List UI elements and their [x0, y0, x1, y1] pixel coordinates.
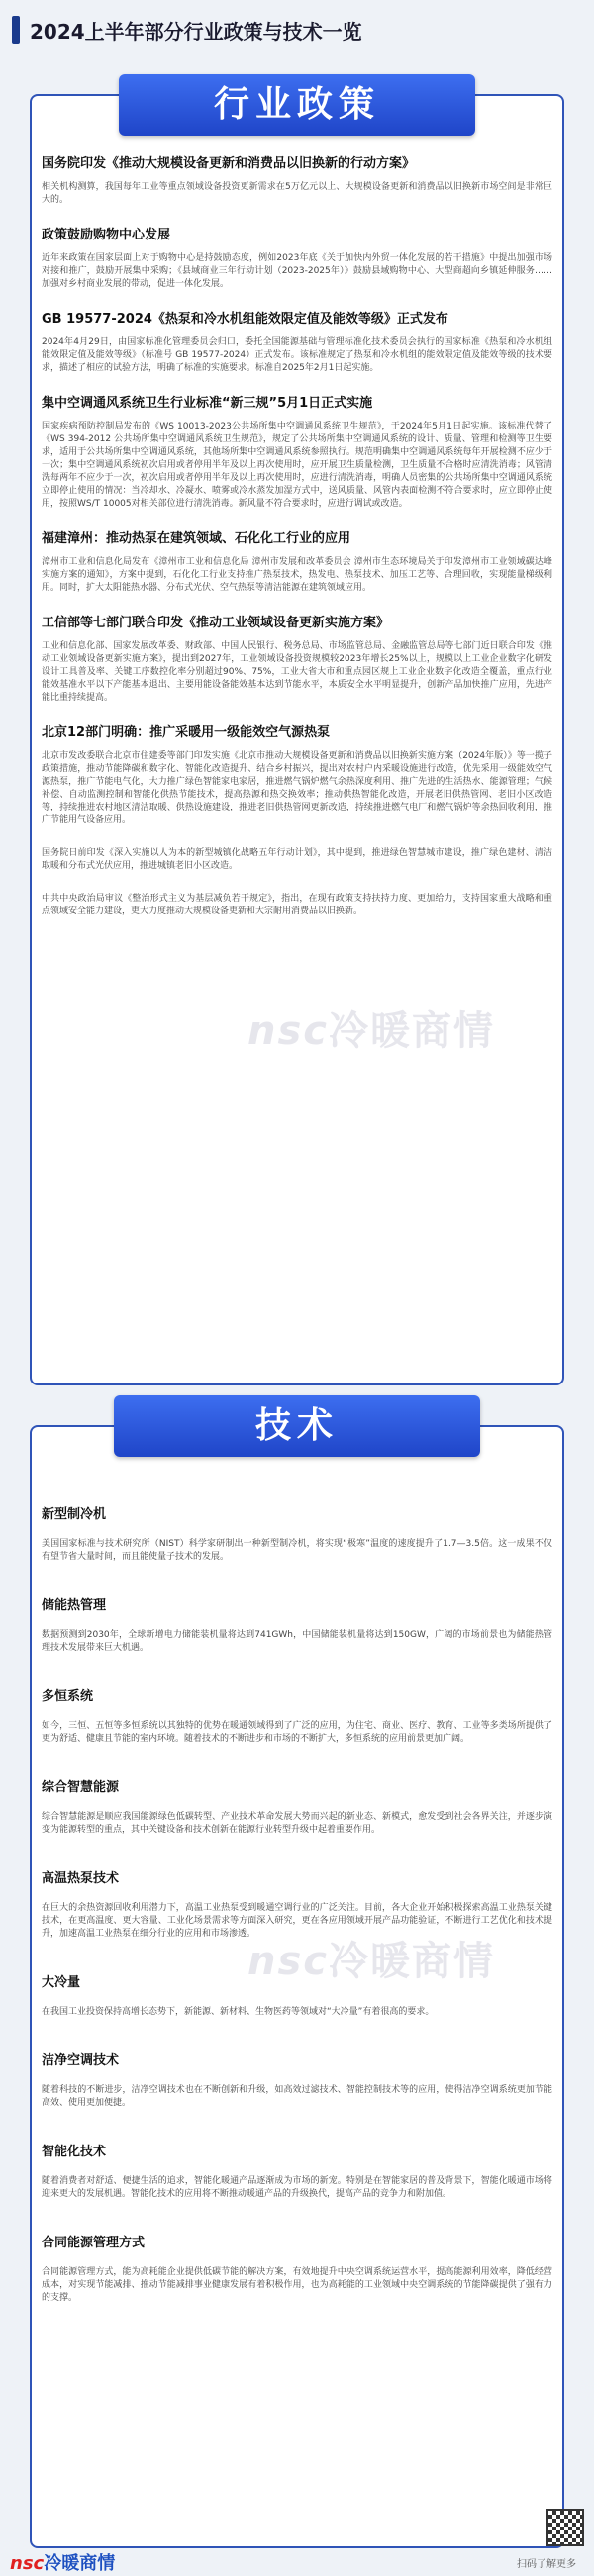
section-title: 多恒系统 — [42, 1689, 94, 1704]
tech-section — [42, 1779, 552, 1837]
watermark — [248, 1000, 495, 1056]
section-body: 合同能源管理方式，能为高耗能企业提供低碳节能的解决方案，有效地提升中央空调系统运营水平，提高能源利用效率，降低经营成本，对实现节能减排、推动节能减排事业健康发展有着积极作用，也为高耗能的工业领域中央空调系统的节能降碳提供了强有力的支撑。 — [42, 2267, 552, 2303]
section-body: 漳州市工业和信息化局发布《漳州市工业和信息化局 漳州市发展和改革委员会 漳州市生态环境局关于印发漳州市工业领域碳达峰实施方案的通知》，方案中提到，石化化工行业支持推广热泵技术，热发电、热泵技术、加压工艺等、合理回收，实现能量梯级利用。同时，扩大太阳能热水器、分布式光伏、空气热泵等清洁能源在建筑领域应用。 — [42, 557, 552, 593]
section-title: 新型制冷机 — [42, 1507, 107, 1522]
section-title: 北京12部门明确：推广采暖用一级能效空气源热泵 — [42, 725, 331, 740]
tech-section — [42, 2144, 552, 2201]
tech-banner: 技术 — [114, 1395, 480, 1457]
policy-section — [42, 311, 552, 375]
policy-section — [42, 847, 552, 873]
section-body: 如今，三恒、五恒等多恒系统以其独特的优势在暖通领域得到了广泛的应用，为住宅、商业、医疗、教育、工业等多类场所提供了更为舒适、健康且节能的室内环境。随着技术的不断进步和市场的不断扩大，多恒系统的应用前景更加广阔。 — [42, 1721, 552, 1744]
policy-section — [42, 155, 552, 207]
tech-content — [42, 1506, 552, 2338]
page-title: 2024上半年部分行业政策与技术一览 — [30, 19, 362, 44]
section-title: 综合智慧能源 — [42, 1780, 120, 1795]
tech-section — [42, 2052, 552, 2110]
policy-section — [42, 724, 552, 827]
section-title: 储能热管理 — [42, 1598, 107, 1613]
policy-section — [42, 893, 552, 918]
section-body: 工业和信息化部、国家发展改革委、财政部、中国人民银行、税务总局、市场监管总局、金融监管总局等七部门近日联合印发《推动工业领域设备更新实施方案》，提出到2027年，工业领域设备投资规模较2023年增长25%以上，规模以上工业企业数字化研发设计工具普及率、关键工序数控化率分别超过90%、75%，工业大省大市和重点园区规上工业企业数字化改造全覆盖，重点行业能效基准水平以下产能基本退出、主要用能设备能效基本达到节能水平，本质安全水平明显提升，创新产品加快推广应用，先进产能比重持续提高。 — [42, 641, 552, 703]
watermark-logo: nsc — [248, 1008, 329, 1054]
policy-section — [42, 395, 552, 511]
section-body: 在巨大的余热资源回收利用潜力下，高温工业热泵受到暖通空调行业的广泛关注。目前，各大企业开始积极探索高温工业热泵关键技术，在更高温度、更大容量、工业化场景需求等方面深入研究，更在各应用领域开展产品功能验证，不断进行工艺优化和技术提升，加速高温工业热泵在细分行业的应用和市场渗透。 — [42, 1903, 552, 1939]
footer-cta-wrap — [517, 2555, 584, 2570]
section-body: 综合智慧能源是顺应我国能源绿色低碳转型、产业技术革命发展大势而兴起的新业态、新模式，愈发受到社会各界关注，并逐步演变为能源转型的重点，其中关键设备和技术创新在能源行业转型升级中起着重要作用。 — [42, 1812, 552, 1835]
section-title: 洁净空调技术 — [42, 2053, 120, 2068]
qr-code[interactable] — [546, 2509, 584, 2546]
watermark-logo: nsc — [248, 1939, 329, 1984]
section-title: 福建漳州：推动热泵在建筑领域、石化化工行业的应用 — [42, 531, 351, 546]
footer-logo-mark: nsc — [10, 2553, 45, 2574]
tech-section — [42, 1506, 552, 1564]
section-body: 数据预测到2030年，全球新增电力储能装机量将达到741GWh，中国储能装机量将达到150GW，广阔的市场前景也为储能热管理技术发展带来巨大机遇。 — [42, 1630, 552, 1653]
footer — [0, 2548, 594, 2576]
section-title: 大冷量 — [42, 1975, 81, 1990]
header-accent-bar — [12, 16, 20, 44]
section-body: 2024年4月29日，由国家标准化管理委员会归口，委托全国能源基础与管理标准化技术委员会执行的国家标准《热泵和冷水机组能效限定值及能效等级》（标准号 GB 19577-2024）正式发布。该标准规定了热泵和冷水机组的能效限定值及能效等级的技术要求，描述了相应的试验方法，明确了标准的实施要求。标准自2025年2月1日起实施。 — [42, 337, 552, 373]
page-header — [0, 0, 594, 59]
section-body: 相关机构测算，我国每年工业等重点领域设备投资更新需求在5万亿元以上、大规模设备更新和消费品以旧换新市场空间是非常巨大的。 — [42, 182, 552, 205]
section-title: 工信部等七部门联合印发《推动工业领域设备更新实施方案》 — [42, 616, 390, 630]
section-body: 随着消费者对舒适、便捷生活的追求，智能化暖通产品逐渐成为市场的新宠。特别是在智能家居的普及背景下，智能化暖通市场将迎来更大的发展机遇。智能化技术的应用将不断推动暖通产品的升级换代，提高产品的竞争力和附加值。 — [42, 2176, 552, 2199]
section-body: 在我国工业投资保持高增长态势下，新能源、新材料、生物医药等领域对“大冷量”有着很高的要求。 — [42, 2007, 435, 2017]
watermark-text: 冷暖商情 — [329, 1939, 495, 1984]
section-body: 国务院日前印发《深入实施以人为本的新型城镇化战略五年行动计划》，其中提到，推进绿色智慧城市建设，推广绿色建材、清洁取暖和分布式光伏应用，推进城镇老旧小区改造。 — [42, 848, 552, 871]
section-title: 高温热泵技术 — [42, 1871, 120, 1886]
section-body: 国家疾病预防控制局发布的《WS 10013-2023公共场所集中空调通风系统卫生规范》，于2024年5月1日起实施。该标准代替了《WS 394-2012 公共场所集中空调通风系统卫生规范》，规定了公共场所集中空调通风系统的设计、质量、管理和检测等卫生要求，适用于公共场所集中空调通风系统，其他场所集中空调通风系统参照执行。规范明确集中空调通风系统每年开展检测不应少于一次；集中空调通风系统初次启用或者停用半年及以上再次使用时，应开展卫生质量检测，卫生质量不合格时应清洗消毒；风管清洗每两年不应少于一次，初次启用或者停用半年及以上再次使用时，应进行清洗消毒，明确人员密集的公共场所集中空调通风系统立即停止使用的情况：当冷却水、冷凝水、喷雾或冷水蒸发加湿方式中，送风质量、风管内表面检测不符合要求时，应立即停止使用，按照WS/T 10005对相关部位进行清洗消毒。新风量不符合要求时，应进行调试或改造。 — [42, 422, 552, 509]
tech-section — [42, 1688, 552, 1746]
footer-logo-text: 冷暖商情 — [44, 2553, 116, 2574]
policy-section — [42, 615, 552, 705]
policy-section — [42, 227, 552, 291]
section-title: 智能化技术 — [42, 2145, 107, 2159]
section-body: 中共中央政治局审议《整治形式主义为基层减负若干规定》，指出，在现有政策支持扶持力度、更加给力，支持国家重大战略和重点领域安全能力建设，更大力度推动大规模设备更新和大宗耐用消费品以旧换新。 — [42, 894, 552, 916]
section-body: 北京市发改委联合北京市住建委等部门印发实施《北京市推动大规模设备更新和消费品以旧换新实施方案（2024年版）》等一揽子政策措施，推动节能降碳和数字化、智能化改造提升、结合乡村振兴，提出对农村户内采暖设施进行改造，优先采用一级能效空气源热泵，推广节能电气化，大力推广绿色智能家电家居，推进燃气锅炉燃气余热深度利用、推广先进的生活热水、能源管理；气候补偿、自动监测控制和智能化供热节能技术，提高热源和热交换效率；推动供热智能化改造，开展老旧供热管网、老旧小区改造等，持续推进农村地区清洁取暖、供热设施建设，推进老旧供热管网更新改造，持续推进燃气电厂和燃气锅炉等余热回收利用，推广节能用气设备应用。 — [42, 751, 552, 825]
section-title: 合同能源管理方式 — [42, 2236, 146, 2250]
section-body: 近年来政策在国家层面上对于购物中心是持鼓励态度，例如2023年底《关于加快内外贸一体化发展的若干措施》中提出加强市场对接和推广，鼓励开展集中采购；《县域商业三年行动计划（2023-2025年）》鼓励县域购物中心、大型商超向乡镇延伸服务……加强对乡村商业发展的带动，促进一体化发展。 — [42, 253, 552, 289]
section-body: 随着科技的不断进步，洁净空调技术也在不断创新和升级，如高效过滤技术、智能控制技术等的应用，使得洁净空调系统更加节能高效、使用更加便捷。 — [42, 2085, 552, 2108]
policy-section — [42, 530, 552, 595]
footer-cta[interactable]: 扫码了解更多 — [517, 2558, 576, 2570]
policy-content — [42, 155, 552, 938]
policy-banner: 行业政策 — [119, 74, 475, 136]
footer-logo — [10, 2549, 115, 2575]
section-title: 国务院印发《推动大规模设备更新和消费品以旧换新的行动方案》 — [42, 156, 416, 171]
tech-section — [42, 2235, 552, 2305]
watermark-text: 冷暖商情 — [329, 1008, 495, 1054]
section-title: 政策鼓励购物中心发展 — [42, 228, 171, 242]
policy-card — [30, 94, 564, 1385]
watermark — [248, 1930, 495, 1986]
section-title: GB 19577-2024《热泵和冷水机组能效限定值及能效等级》正式发布 — [42, 312, 448, 327]
section-title: 集中空调通风系统卫生行业标准“新三规”5月1日正式实施 — [42, 396, 373, 411]
section-body: 美国国家标准与技术研究所（NIST）科学家研制出一种新型制冷机，将实现“极寒”温度的速度提升了1.7—3.5倍。这一成果不仅有望节省大量时间，而且能使量子技术的发展。 — [42, 1539, 552, 1562]
tech-card — [30, 1425, 564, 2548]
tech-section — [42, 1597, 552, 1655]
